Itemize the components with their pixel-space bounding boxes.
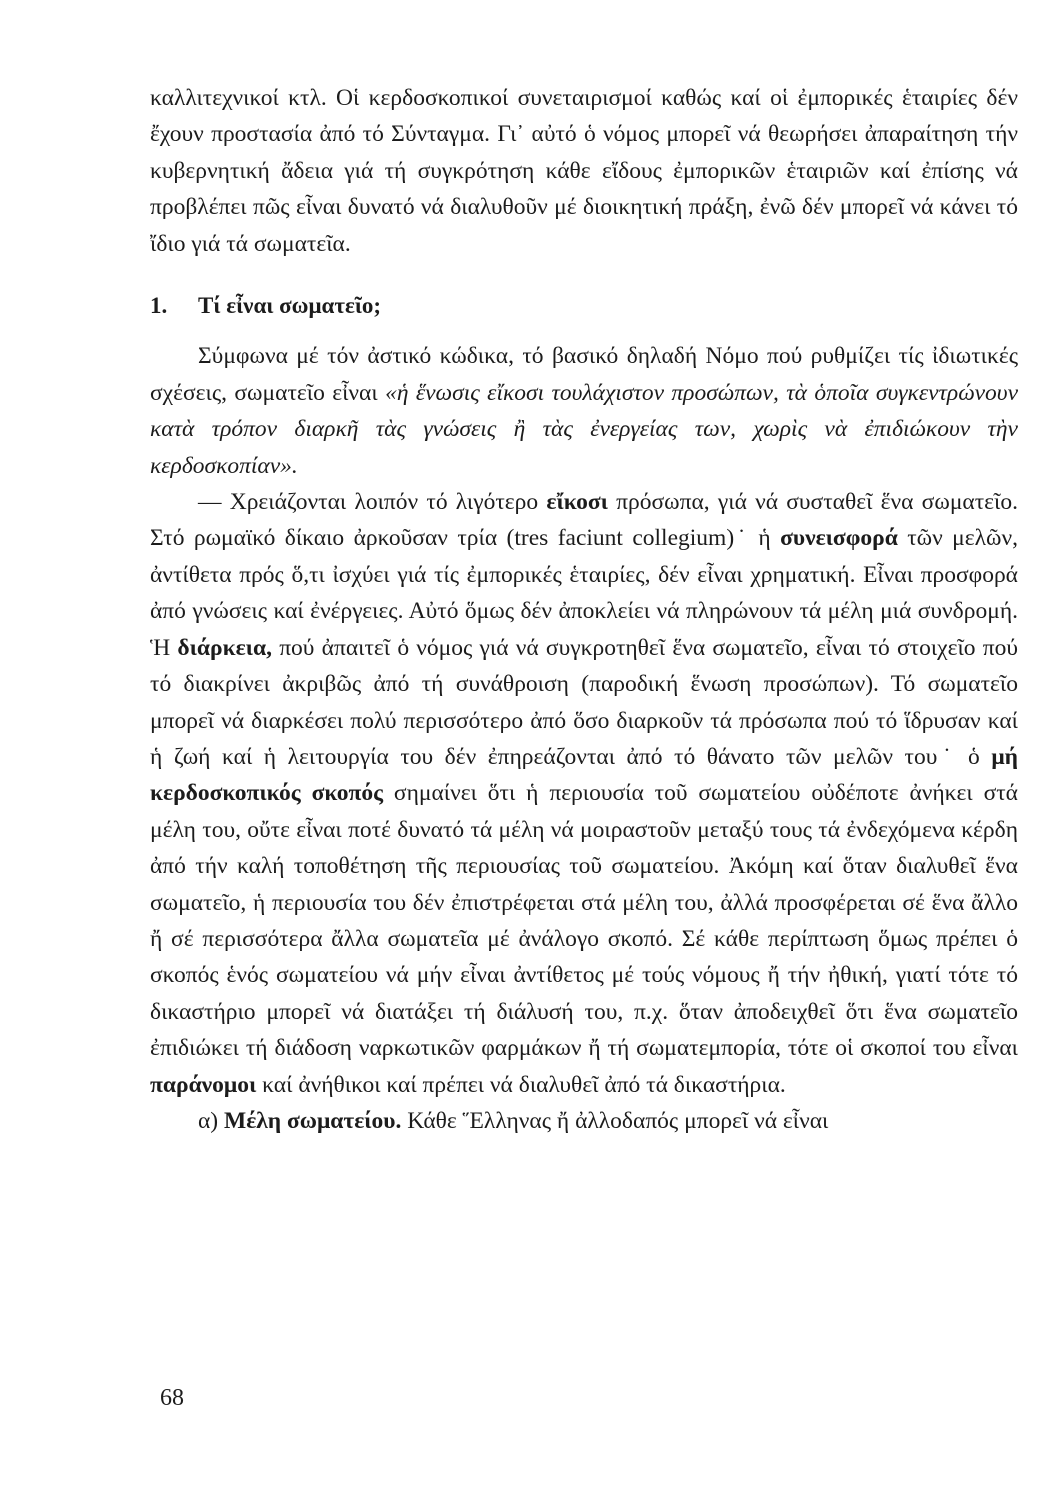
- bold-term-illegal: παράνομοι: [150, 1071, 257, 1098]
- page-body: [150, 80, 1018, 1139]
- legal-quote: «ἡ ἕνωσις εἴκοσι τουλάχιστον προσώπων, τὰ ὁποῖα συγκεντρώνουν κατὰ τρόπον διαρκῆ τὰς γνώσεις ἢ τὰς ἐνεργείας των, χωρὶς νὰ ἐπιδιώκουν τὴν κερδοσκοπίαν».: [150, 379, 1018, 479]
- paragraph-definition: Σύμφωνα μέ τόν ἀστικό κώδικα, τό βασικό δηλαδή Νόμο πού ρυθμίζει τίς ἰδιωτικές σχέσεις, σωματεῖο εἶναι «ἡ ἕνωσις εἴκοσι τουλάχιστον προσώπων, τὰ ὁποῖα συγκεντρώνουν κατὰ τρόπον διαρκῆ τὰς γνώσεις ἢ τὰς ἐνεργείας των, χωρὶς νὰ ἐπιδιώκουν τὴν κερδοσκοπίαν».: [150, 343, 1018, 479]
- section-number: 1.: [150, 293, 168, 319]
- section-title: Τί εἶναι σωματεῖο;: [198, 293, 382, 319]
- bold-term-twenty: εἴκοσι: [546, 489, 608, 516]
- bold-term-contribution: συνεισφορά: [780, 525, 898, 552]
- subheading-members: Μέλη σωματείου.: [224, 1107, 402, 1134]
- bold-term-nonprofit: μή κερδοσκοπικός σκοπός: [150, 743, 1018, 807]
- paragraph-intro: καλλιτεχνικοί κτλ. Οἱ κερδοσκοπικοί συνεταιρισμοί καθώς καί οἱ ἐμπορικές ἑταιρίες δέν ἔχουν προστασία ἀπό τό Σύνταγμα. Γι᾽ αὐτό ὁ νόμος μπορεῖ νά θεωρήσει ἀπαραίτηση τήν κυβερνητική ἄδεια γιά τή συγκρότηση κάθε εἴδους ἐμπορικῶν ἑταιριῶν καί ἐπίσης νά προβλέπει πῶς εἶναι δυνατό νά διαλυθοῦν μέ διοικητική πράξη, ἐνῶ δέν μπορεῖ νά κάνει τό ἴδιο γιά τά σωματεῖα.: [150, 85, 1018, 257]
- paragraph-members: α) Μέλη σωματείου. Κάθε Ἕλληνας ἤ ἀλλοδαπός μπορεῖ νά εἶναι: [198, 1107, 829, 1134]
- paragraph-explanation: — Χρειάζονται λοιπόν τό λιγότερο εἴκοσι πρόσωπα, γιά νά συσταθεῖ ἕνα σωματεῖο. Στό ρωμαϊκό δίκαιο ἀρκοῦσαν τρία (tres faciunt collegium)˙ ἡ συνεισφορά τῶν μελῶν, ἀντίθετα πρός ὅ,τι ἰσχύει γιά τίς ἐμπορικές ἑταιρίες, δέν εἶναι χρηματική. Εἶναι προσφορά ἀπό γνώσεις καί ἐνέργειες. Αὐτό ὅμως δέν ἀποκλείει νά πληρώνουν τά μέλη μιά συνδρομή. Ἡ διάρκεια, πού ἀπαιτεῖ ὁ νόμος γιά νά συγκροτηθεῖ ἕνα σωματεῖο, εἶναι τό στοιχεῖο πού τό διακρίνει ἀκριβῶς ἀπό τή συνάθροιση (παροδική ἕνωση προσώπων). Τό σωματεῖο μπορεῖ νά διαρκέσει πολύ περισσότερο ἀπό ὅσο διαρκοῦν τά πρόσωπα πού τό ἵδρυσαν καί ἡ ζωή καί ἡ λειτουργία του δέν ἐπηρεάζονται ἀπό τό θάνατο τῶν μελῶν του˙ ὁ μή κερδοσκοπικός σκοπός σημαίνει ὅτι ἡ περιουσία τοῦ σωματείου οὐδέποτε ἀνήκει στά μέλη του, οὔτε εἶναι ποτέ δυνατό τά μέλη νά μοιραστοῦν μεταξύ τους τά ἐνδεχόμενα κέρδη ἀπό τήν καλή τοποθέτηση τῆς περιουσίας τοῦ σωματείου. Ἀκόμη καί ὅταν διαλυθεῖ ἕνα σωματεῖο, ἡ περιουσία του δέν ἐπιστρέφεται στά μέλη του, ἀλλά προσφέρεται σέ ἕνα ἄλλο ἤ σέ περισσότερα ἄλλα σωματεῖα μέ ἀνάλογο σκοπό. Σέ κάθε περίπτωση ὅμως πρέπει ὁ σκοπός ἑνός σωματείου νά μήν εἶναι ἀντίθετος μέ τούς νόμους ἤ τήν ἠθική, γιατί τότε τό δικαστήριο μπορεῖ νά διατάξει τή διάλυσή του, π.χ. ὅταν ἀποδειχθεῖ ὅτι ἕνα σωματεῖο ἐπιδιώκει τή διάδοση ναρκωτικῶν φαρμάκων ἤ τή σωματεμπορία, τότε οἱ σκοποί του εἶναι παράνομοι καί ἀνήθικοι καί πρέπει νά διαλυθεῖ ἀπό τά δικαστήρια.: [150, 489, 1018, 1098]
- section-heading: [150, 288, 1018, 324]
- bold-term-duration: διάρκεια,: [177, 634, 272, 661]
- page-number: 68: [160, 1385, 184, 1411]
